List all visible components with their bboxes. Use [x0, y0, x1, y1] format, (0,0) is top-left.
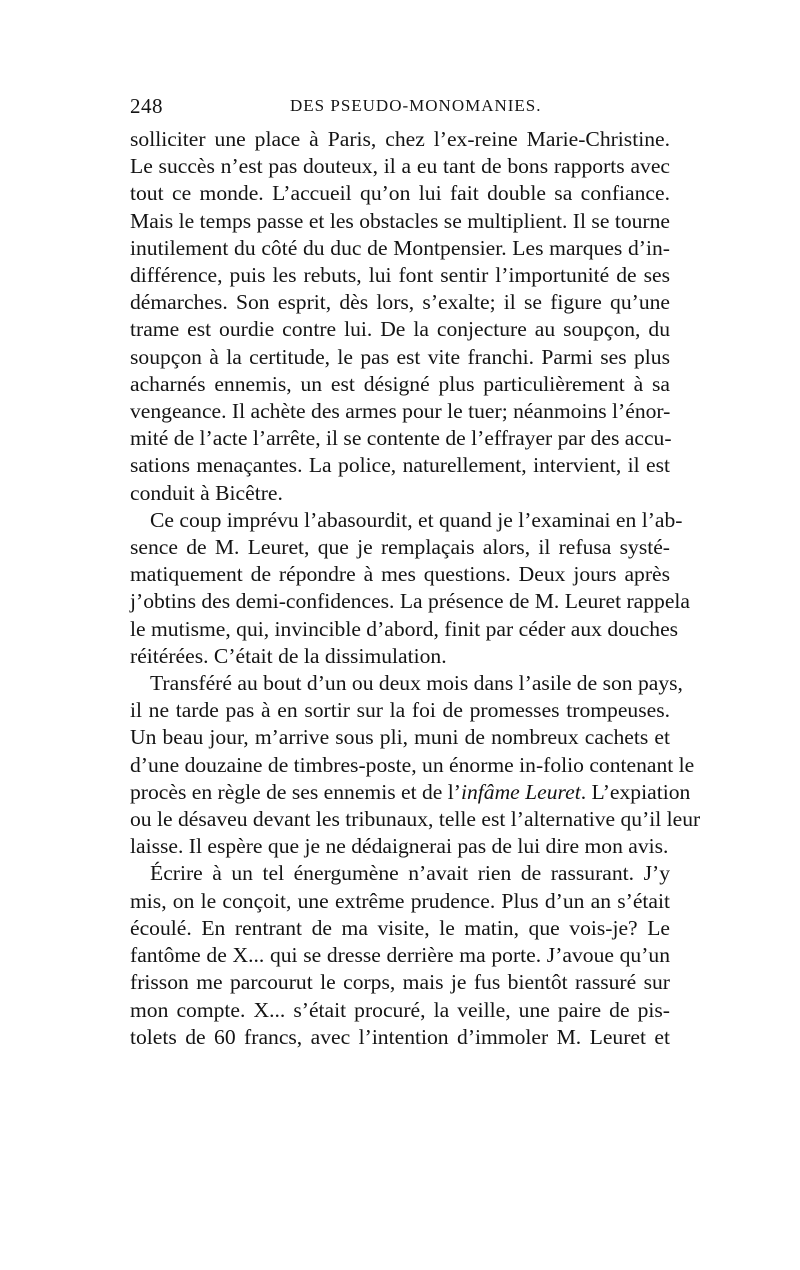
page-number: 248	[130, 94, 163, 118]
text-line: frisson me parcourut le corps, mais je fus bientôt rassuré sur	[130, 970, 670, 995]
text-line: sence de M. Leuret, que je remplaçais alors, il refusa systé-	[130, 535, 670, 560]
text-line-with-italic	[130, 779, 691, 806]
text-line: réitérées. C’était de la dissimulation.	[130, 643, 447, 668]
text-line: mis, on le conçoit, une extrême prudence. Plus d’un an s’était	[130, 888, 670, 913]
text-line: tolets de 60 francs, avec l’intention d’immoler M. Leuret et	[130, 1024, 670, 1049]
text-line: tout ce monde. L’accueil qu’on lui fait double sa confiance.	[130, 181, 670, 206]
text-line: Le succès n’est pas douteux, il a eu tant de bons rapports avec	[130, 154, 670, 179]
text-line: mité de l’acte l’arrête, il se contente de l’effrayer par des accu-	[130, 426, 672, 451]
text-line: vengeance. Il achète des armes pour le tuer; néanmoins l’énor-	[130, 399, 671, 424]
text-line: ou le désaveu devant les tribunaux, telle est l’alternative qu’il leur	[130, 807, 701, 832]
page-header	[130, 94, 670, 122]
text-line: écoulé. En rentrant de ma visite, le matin, que vois-je? Le	[130, 915, 670, 940]
text-segment: . L’expiation	[580, 779, 691, 804]
book-page	[130, 94, 701, 1051]
running-title: DES PSEUDO-MONOMANIES.	[290, 96, 542, 115]
text-line: matiquement de répondre à mes questions. Deux jours après	[130, 562, 670, 587]
text-line: d’une douzaine de timbres-poste, un énorme in-folio contenant le	[130, 752, 695, 777]
text-line: Mais le temps passe et les obstacles se multiplient. Il se tourne	[130, 208, 670, 233]
text-line: Un beau jour, m’arrive sous pli, muni de nombreux cachets et	[130, 725, 670, 750]
text-line: trame est ourdie contre lui. De la conjecture au soupçon, du	[130, 317, 670, 342]
text-line: inutilement du côté du duc de Montpensier. Les marques d’in-	[130, 235, 670, 260]
text-line: acharnés ennemis, un est désigné plus particulièrement à sa	[130, 371, 670, 396]
text-line: fantôme de X... qui se dresse derrière ma porte. J’avoue qu’un	[130, 943, 670, 968]
italic-phrase: infâme Leuret	[460, 779, 581, 804]
text-line: le mutisme, qui, invincible d’abord, finit par céder aux douches	[130, 616, 679, 641]
text-line: mon compte. X... s’était procuré, la veille, une paire de pis-	[130, 997, 670, 1022]
text-line: laisse. Il espère que je ne dédaignerai pas de lui dire mon avis.	[130, 834, 669, 859]
text-line: Ce coup imprévu l’abasourdit, et quand je l’examinai en l’ab-	[150, 507, 683, 532]
text-line: solliciter une place à Paris, chez l’ex-reine Marie-Christine.	[130, 127, 670, 151]
text-segment: procès en règle de ses ennemis et de l’	[130, 779, 461, 804]
text-line: démarches. Son esprit, dès lors, s’exalte; il se figure qu’une	[130, 290, 670, 315]
text-line: sations menaçantes. La police, naturellement, intervient, il est	[130, 453, 670, 478]
text-line: il ne tarde pas à en sortir sur la foi de promesses trompeuses.	[130, 698, 670, 723]
paragraph-2	[130, 507, 691, 670]
paragraph-4	[130, 860, 670, 1050]
text-line: Écrire à un tel énergumène n’avait rien de rassurant. J’y	[150, 861, 670, 886]
paragraph-1	[130, 126, 670, 507]
body-text	[130, 126, 701, 1051]
paragraph-3	[130, 670, 701, 860]
text-line: différence, puis les rebuts, lui font sentir l’importunité de ses	[130, 263, 670, 288]
text-line: soupçon à la certitude, le pas est vite franchi. Parmi ses plus	[130, 344, 670, 369]
text-line: conduit à Bicêtre.	[130, 480, 283, 505]
text-line: j’obtins des demi-confidences. La présence de M. Leuret rappela	[130, 589, 691, 614]
text-line: Transféré au bout d’un ou deux mois dans l’asile de son pays,	[150, 671, 683, 696]
